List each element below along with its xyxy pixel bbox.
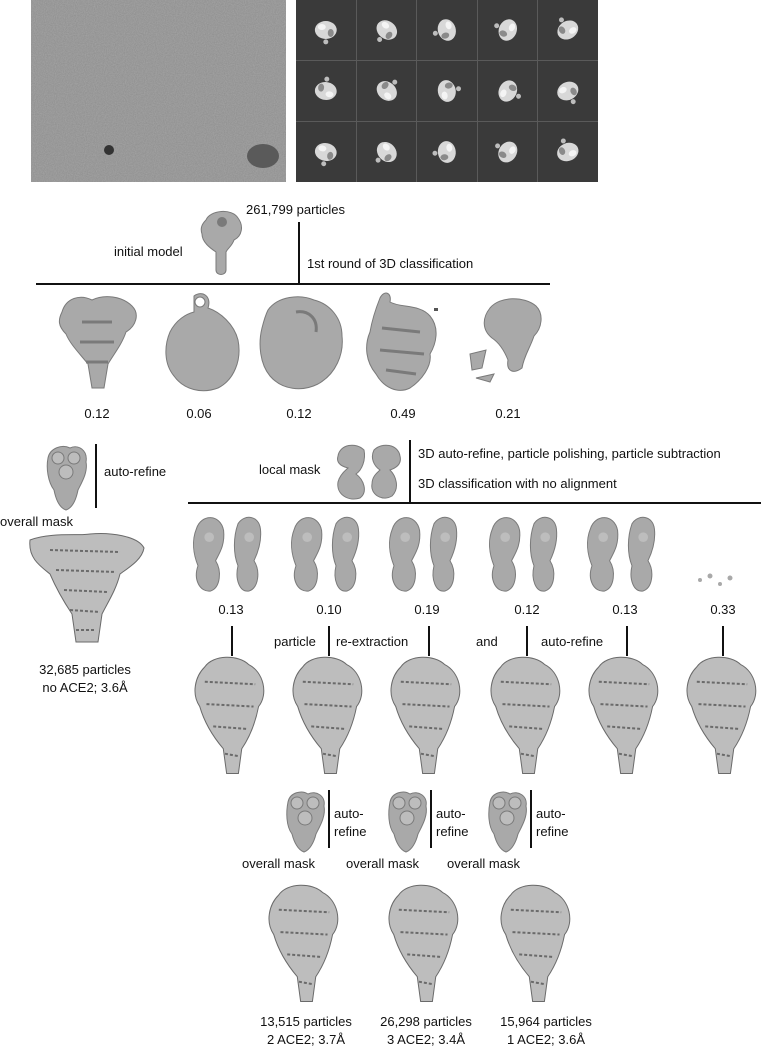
- left-mask-density: [42, 444, 90, 514]
- micrograph-image: [31, 0, 286, 182]
- class3d-fraction-1: 0.12: [84, 406, 110, 421]
- result-3-detail: 1 ACE2; 3.6Å: [506, 1032, 586, 1047]
- local-step-line: [409, 440, 411, 502]
- result-2-particles: 26,298 particles: [380, 1014, 472, 1029]
- subclass-fraction-2: 0.10: [316, 602, 342, 617]
- subclass-density-3: [386, 512, 466, 596]
- left-result-detail: no ACE2; 3.6Å: [42, 680, 128, 695]
- reextract-word-1: particle: [274, 634, 316, 649]
- class3d-density-3: [256, 292, 346, 392]
- final-auto-label-1: auto-: [334, 806, 364, 821]
- local-step-b: 3D classification with no alignment: [418, 476, 617, 491]
- final-overall-mask-1: overall mask: [242, 856, 315, 871]
- class-average-12: [357, 122, 417, 182]
- final-mask-density-2: [384, 790, 432, 854]
- subclass-fraction-1: 0.13: [218, 602, 244, 617]
- left-result-density: [20, 530, 150, 648]
- class-average-13: [417, 122, 477, 182]
- result-3-particles: 15,964 particles: [500, 1014, 592, 1029]
- class3d-fraction-5: 0.21: [495, 406, 521, 421]
- class-average-8: [417, 61, 477, 121]
- class-average-4: [478, 0, 538, 60]
- class3d-density-4: [360, 288, 448, 400]
- class-average-7: [357, 61, 417, 121]
- class-average-1: [296, 0, 356, 60]
- class-average-15: [538, 122, 598, 182]
- class-average-2: [357, 0, 417, 60]
- left-auto-refine-label: auto-refine: [104, 464, 167, 479]
- class3d-density-1: [52, 292, 144, 394]
- final-result-density-2: [382, 880, 466, 1004]
- local-step-a: 3D auto-refine, particle polishing, particle subtraction: [418, 446, 721, 461]
- subclass-density-5: [584, 512, 664, 596]
- final-refine-label-3: refine: [536, 824, 569, 839]
- subclass-density-6: [690, 568, 740, 592]
- subclass-fraction-4: 0.12: [514, 602, 540, 617]
- class-average-5: [538, 0, 598, 60]
- initial-model-label: initial model: [114, 244, 183, 259]
- final-refine-label-2: refine: [436, 824, 469, 839]
- final-mask-density-1: [282, 790, 330, 854]
- local-mask-label: local mask: [259, 462, 321, 477]
- class-average-9: [478, 61, 538, 121]
- subclass-density-4: [486, 512, 566, 596]
- initial-model-density: [192, 208, 250, 278]
- left-result-particles: 32,685 particles: [39, 662, 131, 677]
- final-refine-line-1: [328, 790, 330, 848]
- refined-density-1: [188, 652, 272, 776]
- subclass-fraction-5: 0.13: [612, 602, 638, 617]
- local-horizontal-line: [188, 502, 761, 504]
- class3d-fraction-3: 0.12: [286, 406, 312, 421]
- subclass-fraction-6: 0.33: [710, 602, 736, 617]
- refined-density-3: [384, 652, 468, 776]
- class3d-fraction-4: 0.49: [390, 406, 416, 421]
- final-result-density-3: [494, 880, 578, 1004]
- class-average-14: [478, 122, 538, 182]
- final-refine-line-3: [530, 790, 532, 848]
- final-refine-line-2: [430, 790, 432, 848]
- final-refine-label-1: refine: [334, 824, 367, 839]
- refined-density-4: [484, 652, 568, 776]
- final-auto-label-2: auto-: [436, 806, 466, 821]
- refined-density-6: [680, 652, 761, 776]
- class-average-10: [538, 61, 598, 121]
- final-result-density-1: [262, 880, 346, 1004]
- total-particle-count: 261,799 particles: [246, 202, 346, 217]
- reextract-word-2: re-extraction: [336, 634, 409, 649]
- step1-vertical-line: [298, 222, 300, 284]
- final-overall-mask-3: overall mask: [447, 856, 520, 871]
- refined-density-2: [286, 652, 370, 776]
- result-1-particles: 13,515 particles: [260, 1014, 352, 1029]
- step1-label: 1st round of 3D classification: [307, 256, 474, 271]
- local-mask-density: [334, 440, 404, 502]
- subclass-fraction-3: 0.19: [414, 602, 440, 617]
- class-average-6: [296, 61, 356, 121]
- final-overall-mask-2: overall mask: [346, 856, 419, 871]
- class3d-density-5: [464, 294, 554, 384]
- subclass-density-1: [190, 512, 270, 596]
- class3d-fraction-2: 0.06: [186, 406, 212, 421]
- result-2-detail: 3 ACE2; 3.4Å: [386, 1032, 466, 1047]
- result-1-detail: 2 ACE2; 3.7Å: [266, 1032, 346, 1047]
- reextract-word-4: auto-refine: [541, 634, 604, 649]
- class-average-3: [417, 0, 477, 60]
- class-averages-grid: [296, 0, 598, 182]
- class3d-density-2: [160, 290, 242, 396]
- left-overall-mask-label: overall mask: [0, 514, 73, 529]
- subclass-density-2: [288, 512, 368, 596]
- final-mask-density-3: [484, 790, 532, 854]
- reextract-word-3: and: [476, 634, 498, 649]
- refined-density-5: [582, 652, 666, 776]
- final-auto-label-3: auto-: [536, 806, 566, 821]
- step1-horizontal-line: [36, 283, 550, 285]
- left-refine-line: [95, 444, 97, 508]
- class-average-11: [296, 122, 356, 182]
